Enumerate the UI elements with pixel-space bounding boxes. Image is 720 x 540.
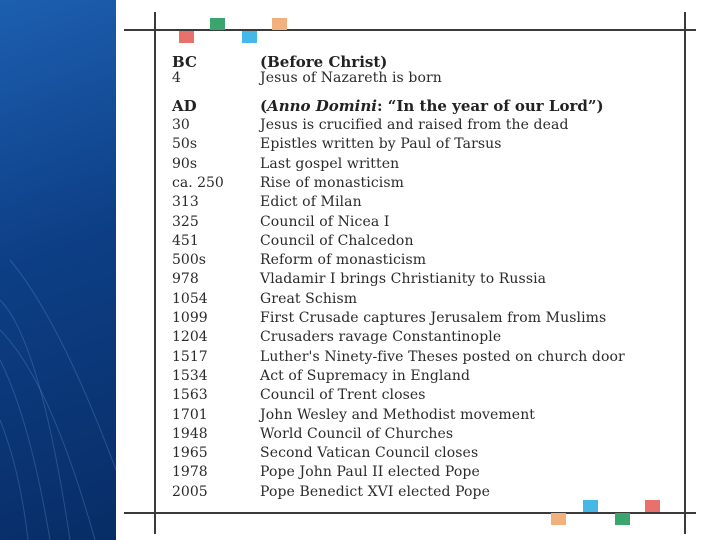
- timeline-event: Crusaders ravage Constantinople: [260, 329, 502, 346]
- accent-square-red-top: [179, 31, 194, 43]
- timeline-event: World Council of Churches: [260, 425, 454, 442]
- timeline-event: Council of Chalcedon: [260, 232, 414, 249]
- timeline-event: Vladamir I brings Christianity to Russia: [260, 271, 547, 288]
- timeline-event: Act of Supremacy in England: [260, 367, 471, 384]
- timeline-year: 500s: [172, 252, 206, 269]
- timeline-event: Pope John Paul II elected Pope: [260, 464, 480, 481]
- timeline-year: 1204: [172, 329, 208, 346]
- timeline-year: 1517: [172, 348, 208, 365]
- timeline-event: John Wesley and Methodist movement: [260, 406, 536, 423]
- timeline-event: Council of Trent closes: [260, 387, 426, 404]
- ad-description-rest: : “In the year of our Lord”): [376, 97, 604, 115]
- frame-right-line: [684, 12, 686, 534]
- ad-description-open-paren: (: [260, 97, 268, 115]
- accent-square-blue-bottom: [583, 500, 598, 512]
- timeline-year: 90s: [172, 155, 197, 172]
- timeline-year: 4: [172, 70, 181, 86]
- timeline-year: 325: [172, 213, 199, 230]
- timeline-year: 451: [172, 232, 199, 249]
- timeline-event: Jesus of Nazareth is born: [260, 70, 442, 86]
- accent-square-orange-top: [272, 18, 287, 30]
- ad-label: AD: [172, 97, 197, 115]
- accent-square-green-bottom: [615, 513, 630, 525]
- timeline-event: Council of Nicea I: [260, 213, 390, 230]
- timeline-event: Jesus is crucified and raised from the dead: [260, 117, 569, 133]
- frame-bottom-line: [124, 512, 696, 514]
- timeline-year: 313: [172, 194, 199, 211]
- timeline-year: 2005: [172, 483, 208, 500]
- side-panel-lines: [0, 0, 116, 540]
- ad-description: [260, 97, 604, 115]
- timeline-event: Rise of monasticism: [260, 174, 405, 191]
- timeline-event: Last gospel written: [260, 155, 400, 172]
- timeline-year: 1978: [172, 464, 208, 481]
- timeline-year: 1099: [172, 310, 208, 326]
- timeline-year: 50s: [172, 136, 197, 153]
- timeline-event: Pope Benedict XVI elected Pope: [260, 483, 491, 500]
- side-decoration-panel: [0, 0, 116, 540]
- accent-square-red-bottom: [645, 500, 660, 512]
- timeline-year: 978: [172, 271, 199, 288]
- timeline-year: 1948: [172, 425, 208, 442]
- timeline-year: 1965: [172, 445, 208, 462]
- timeline-event: Great Schism: [260, 290, 358, 307]
- frame-left-line: [154, 12, 156, 534]
- timeline-event: Second Vatican Council closes: [260, 445, 479, 462]
- ad-description-italic: Anno Domini: [267, 97, 377, 115]
- bc-label: BC: [172, 53, 197, 71]
- accent-square-green-top: [210, 18, 225, 30]
- timeline-event: Edict of Milan: [260, 194, 362, 211]
- timeline-event: First Crusade captures Jerusalem from Muslims: [260, 310, 607, 326]
- timeline-event: Reform of monasticism: [260, 252, 427, 269]
- timeline-year: 1701: [172, 406, 208, 423]
- accent-square-orange-bottom: [551, 513, 566, 525]
- timeline-year: 1054: [172, 290, 208, 307]
- timeline-year: 1563: [172, 387, 208, 404]
- bc-description: (Before Christ): [260, 53, 388, 71]
- timeline-event: Luther's Ninety-five Theses posted on church door: [260, 348, 625, 365]
- timeline-year: 30: [172, 117, 190, 133]
- timeline-year: 1534: [172, 367, 208, 384]
- accent-square-blue-top: [242, 31, 257, 43]
- timeline-year: ca. 250: [172, 174, 224, 191]
- timeline-event: Epistles written by Paul of Tarsus: [260, 136, 502, 153]
